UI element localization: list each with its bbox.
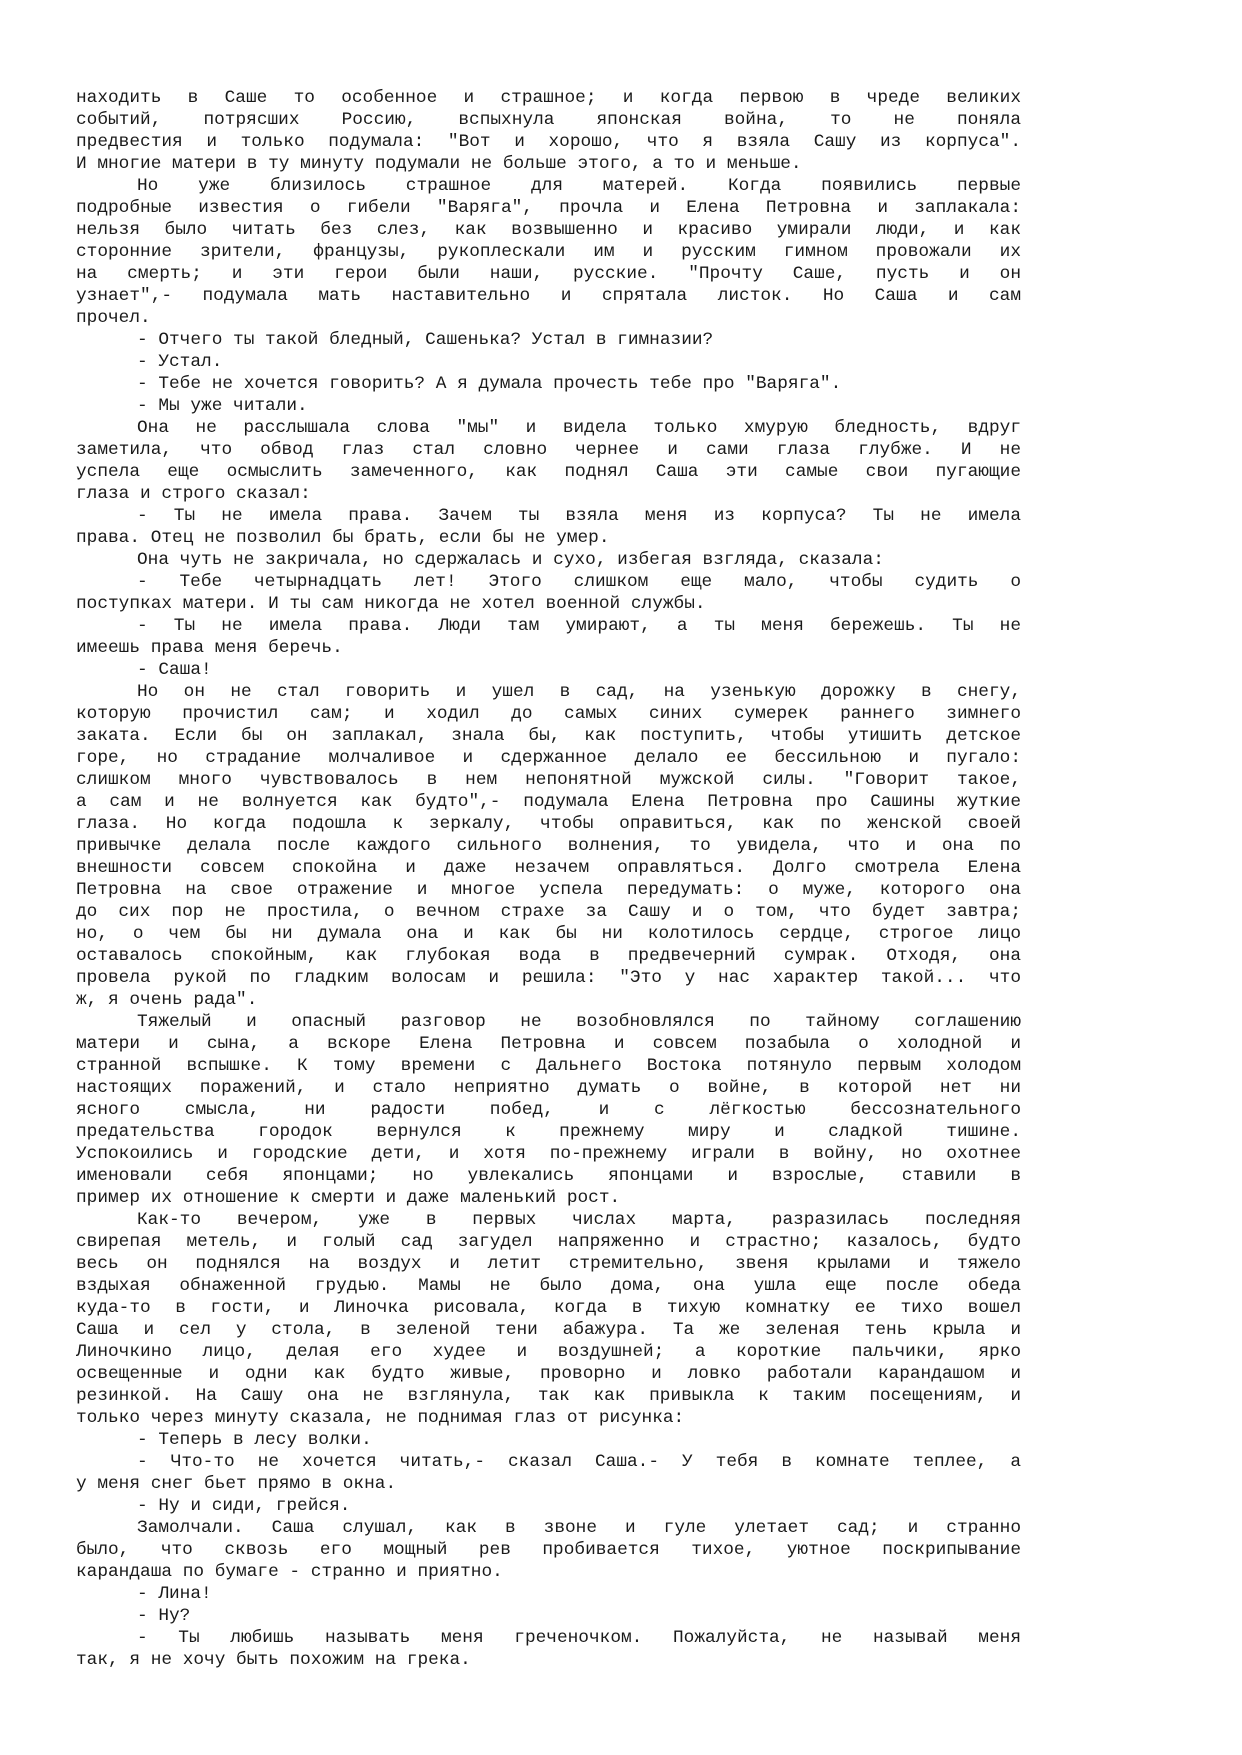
text-line: настоящих поражений, и стало неприятно думать о войне, в которой нет ни	[76, 1078, 1021, 1098]
text-line: провела рукой по гладким волосам и решила: "Это у нас характер такой... что	[76, 968, 1021, 988]
text-line: - Лина!	[137, 1584, 212, 1604]
text-line: слишком много чувствовалось в нем непонятной мужской силы. "Говорит такое,	[76, 770, 1021, 790]
text-line: Но он не стал говорить и ушел в сад, на узенькую дорожку в снегу,	[137, 682, 1021, 702]
text-line: Успокоились и городские дети, и хотя по-прежнему играли в войну, но охотнее	[76, 1144, 1021, 1164]
text-line: вздыхая обнаженной грудью. Мамы не было дома, она ушла еще после обеда	[76, 1276, 1021, 1296]
text-line: узнает",- подумала мать наставительно и спрятала листок. Но Саша и сам	[76, 286, 1021, 306]
text-line: Саша и сел у стола, в зеленой тени абажура. Та же зеленая тень крыла и	[76, 1320, 1021, 1340]
text-line: на смерть; и эти герои были наши, русские. "Прочту Саше, пусть и он	[76, 264, 1021, 284]
text-line: - Теперь в лесу волки.	[137, 1430, 372, 1450]
text-line: нельзя было читать без слез, как возвышенно и красиво умирали люди, и как	[76, 220, 1021, 240]
text-line: находить в Саше то особенное и страшное; и когда первою в чреде великих	[76, 88, 1021, 108]
text-line: так, я не хочу быть похожим на грека.	[76, 1650, 471, 1670]
text-line: а сам и не волнуется как будто",- подумала Елена Петровна про Сашины жуткие	[76, 792, 1021, 812]
text-line: заметила, что обвод глаз стал словно чернее и сами глаза глубже. И не	[76, 440, 1021, 460]
text-line: - Тебе не хочется говорить? А я думала прочесть тебе про "Варяга".	[137, 374, 842, 394]
text-line: матери и сына, а вскоре Елена Петровна и совсем позабыла о холодной и	[76, 1034, 1021, 1054]
text-line: карандаша по бумаге - странно и приятно.	[76, 1562, 503, 1582]
text-line: весь он поднялся на воздух и летит стремительно, звеня крылами и тяжело	[76, 1254, 1021, 1274]
text-line: заката. Если бы он заплакал, знала бы, как поступить, чтобы утишить детское	[76, 726, 1021, 746]
text-line: сторонние зрители, французы, рукоплескали им и русским гимном провожали их	[76, 242, 1021, 262]
text-line: Петровна на свое отражение и многое успела передумать: о муже, которого она	[76, 880, 1021, 900]
text-line: глаза и строго сказал:	[76, 484, 311, 504]
text-line: Но уже близилось страшное для матерей. Когда появились первые	[137, 176, 1021, 196]
text-line: - Ты не имела права. Люди там умирают, а ты меня бережешь. Ты не	[137, 616, 1021, 636]
text-line: Она чуть не закричала, но сдержалась и сухо, избегая взгляда, сказала:	[137, 550, 884, 570]
text-line: свирепая метель, и голый сад загудел напряженно и страстно; казалось, будто	[76, 1232, 1021, 1252]
text-line: резинкой. На Сашу она не взглянула, так как привыкла к таким посещениям, и	[76, 1386, 1021, 1406]
text-line: Она не расслышала слова "мы" и видела только хмурую бледность, вдруг	[137, 418, 1021, 438]
text-line: - Ты не имела права. Зачем ты взяла меня из корпуса? Ты не имела	[137, 506, 1021, 526]
text-line: Тяжелый и опасный разговор не возобновлялся по тайному соглашению	[137, 1012, 1021, 1032]
text-line: освещенные и одни как будто живые, проворно и ловко работали карандашом и	[76, 1364, 1021, 1384]
text-line: успела еще осмыслить замеченного, как поднял Саша эти самые свои пугающие	[76, 462, 1021, 482]
text-line: до сих пор не простила, о вечном страхе за Сашу и о том, что будет завтра;	[76, 902, 1021, 922]
text-line: - Отчего ты такой бледный, Сашенька? Устал в гимназии?	[137, 330, 714, 350]
text-line: только через минуту сказала, не поднимая глаз от рисунка:	[76, 1408, 685, 1428]
text-line: - Что-то не хочется читать,- сказал Саша.- У тебя в комнате теплее, а	[137, 1452, 1021, 1472]
text-line: событий, потрясших Россию, вспыхнула японская война, то не поняла	[76, 110, 1021, 130]
text-line: - Ну и сиди, грейся.	[137, 1496, 351, 1516]
text-line: предвестия и только подумала: "Вот и хорошо, что я взяла Сашу из корпуса".	[76, 132, 1021, 152]
document-body	[76, 87, 1021, 1671]
text-line: внешности совсем спокойна и даже незачем оправляться. Долго смотрела Елена	[76, 858, 1021, 878]
text-line: но, о чем бы ни думала она и как бы ни колотилось сердце, строгое лицо	[76, 924, 1021, 944]
text-line: горе, но страдание молчаливое и сдержанное делало ее бессильною и пугало:	[76, 748, 1021, 768]
text-line: у меня снег бьет прямо в окна.	[76, 1474, 397, 1494]
text-line: - Мы уже читали.	[137, 396, 308, 416]
text-line: куда-то в гости, и Линочка рисовала, когда в тихую комнатку ее тихо вошел	[76, 1298, 1021, 1318]
text-line: поступках матери. И ты сам никогда не хотел военной службы.	[76, 594, 706, 614]
text-line: странной вспышке. К тому времени с Дальнего Востока потянуло первым холодом	[76, 1056, 1021, 1076]
text-line: Как-то вечером, уже в первых числах марта, разразилась последняя	[137, 1210, 1021, 1230]
text-line: глаза. Но когда подошла к зеркалу, чтобы оправиться, как по женской своей	[76, 814, 1021, 834]
text-line: Замолчали. Саша слушал, как в звоне и гуле улетает сад; и странно	[137, 1518, 1021, 1538]
text-line: предательства городок вернулся к прежнему миру и сладкой тишине.	[76, 1122, 1021, 1142]
text-line: подробные известия о гибели "Варяга", прочла и Елена Петровна и заплакала:	[76, 198, 1021, 218]
text-line: - Тебе четырнадцать лет! Этого слишком еще мало, чтобы судить о	[137, 572, 1021, 592]
text-line: было, что сквозь его мощный рев пробивается тихое, уютное поскрипывание	[76, 1540, 1021, 1560]
text-line: которую прочистил сам; и ходил до самых синих сумерек раннего зимнего	[76, 704, 1021, 724]
text-line: - Ты любишь называть меня греченочком. Пожалуйста, не называй меня	[137, 1628, 1021, 1648]
text-line: И многие матери в ту минуту подумали не больше этого, а то и меньше.	[76, 154, 802, 174]
text-line: ж, я очень рада".	[76, 990, 258, 1010]
text-line: привычке делала после каждого сильного волнения, то увидела, что и она по	[76, 836, 1021, 856]
text-line: - Саша!	[137, 660, 212, 680]
text-line: ясного смысла, ни радости побед, и с лёгкостью бессознательного	[76, 1100, 1021, 1120]
text-line: оставалось спокойным, как глубокая вода в предвечерний сумрак. Отходя, она	[76, 946, 1021, 966]
text-line: Линочкино лицо, делая его худее и воздушней; а короткие пальчики, ярко	[76, 1342, 1021, 1362]
text-line: пример их отношение к смерти и даже маленький рост.	[76, 1188, 621, 1208]
text-line: - Устал.	[137, 352, 223, 372]
text-line: - Ну?	[137, 1606, 191, 1626]
text-line: именовали себя японцами; но увлекались японцами и взрослые, ставили в	[76, 1166, 1021, 1186]
text-line: имеешь права меня беречь.	[76, 638, 343, 658]
text-line: права. Отец не позволил бы брать, если бы не умер.	[76, 528, 610, 548]
text-line: прочел.	[76, 308, 151, 328]
